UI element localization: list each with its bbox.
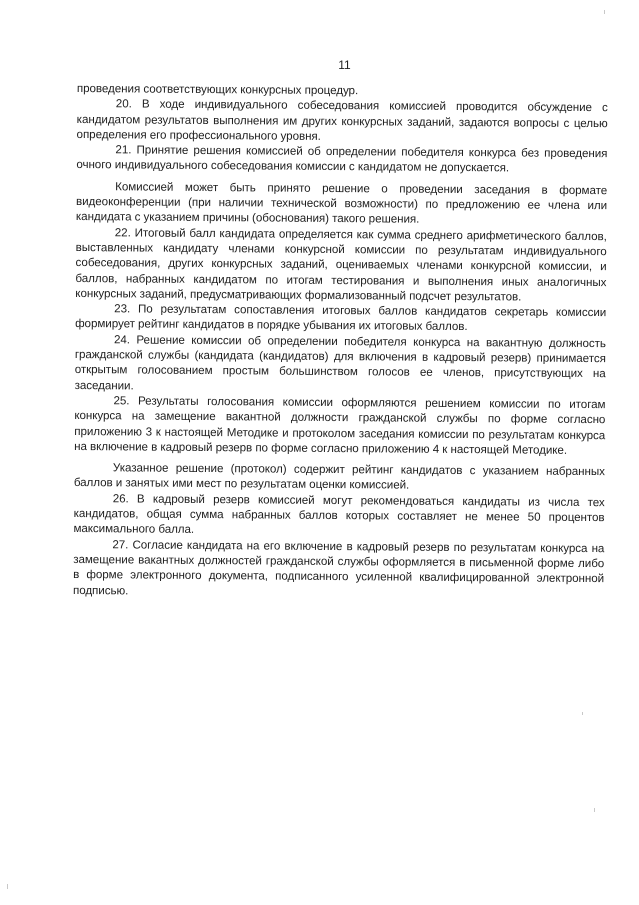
paragraph-item-26: 26. В кадровый резерв комиссией могут рекомендоваться кандидаты из числа тех кандидатов, общая сумма набранных баллов которых составляет не менее 50 процентов максимального балла.	[73, 492, 605, 537]
paragraph-decision-protocol: Указанное решение (протокол) содержит рейтинг кандидатов с указанием набранных баллов и занятых ими мест по результатам оценки комиссией.	[73, 461, 605, 493]
paragraph-item-22: 22. Итоговый балл кандидата определяется как сумма среднего арифметического баллов, выставленных кандидату членами конкурсной комиссии по результатам индивидуального собеседования, других конкурсных заданий, оцениваемых членами конкурсной комиссии, и баллов, набранных кандидатом по итогам тестирования и выполнения иных аналогичных конкурсных заданий, предусматривающих формализованный подсчет результатов.	[75, 225, 607, 304]
scan-mark	[7, 884, 8, 889]
paragraph-item-25: 25. Результаты голосования комиссии оформляются решением комиссии по итогам конкурса на замещение вакантной должности гражданской службы по форме согласно приложению 3 к настоящей Методике и протоколом заседания комиссии по результатам конкурса на включение в кадровый резерв по форме согласно приложению 4 к настоящей Методике.	[74, 394, 606, 457]
page-number: 11	[338, 58, 351, 72]
paragraph-videoconference: Комиссией может быть принято решение о проведении заседания в формате видеоконференции (при наличии технической возможности) по предложению ее члена или кандидата с указанием причины (обоснования) такого решения.	[75, 180, 608, 227]
paragraph-item-27: 27. Согласие кандидата на его включение в кадровый резерв по результатам конкурса на замещение вакантных должностей гражданской службы оформляется в письменной форме либо в форме электронного документа, подписанного усиленной квалифицированной электронной подписью.	[72, 537, 605, 597]
scan-mark	[594, 808, 595, 812]
scan-mark	[582, 712, 583, 715]
paragraph-item-23: 23. По результатам сопоставления итоговых баллов кандидатов секретарь комиссии формирует рейтинг кандидатов в порядке убывания их итоговых баллов.	[75, 302, 607, 334]
paragraph-item-24: 24. Решение комиссии об определении победителя конкурса на вакантную должность гражданской службы (кандидата (кандидатов) для включения в кадровый резерв) принимается открытым голосованием простым большинством голосов ее членов, присутствующих на заседании.	[74, 333, 607, 393]
paragraph-item-21: 21. Принятие решения комиссией об определении победителя конкурса без проведения очного индивидуального собеседования комиссии с кандидатом не допускается.	[76, 143, 608, 175]
paragraph-continuation: проведения соответствующих конкурсных процедур.	[76, 81, 359, 98]
paragraph-item-20: 20. В ходе индивидуального собеседования комиссией проводится обсуждение с кандидатом результатов выполнения им других конкурсных заданий, задаются вопросы с целью определения его профессионального уровня.	[76, 97, 608, 143]
document-body	[73, 81, 608, 602]
scan-mark	[604, 10, 605, 14]
